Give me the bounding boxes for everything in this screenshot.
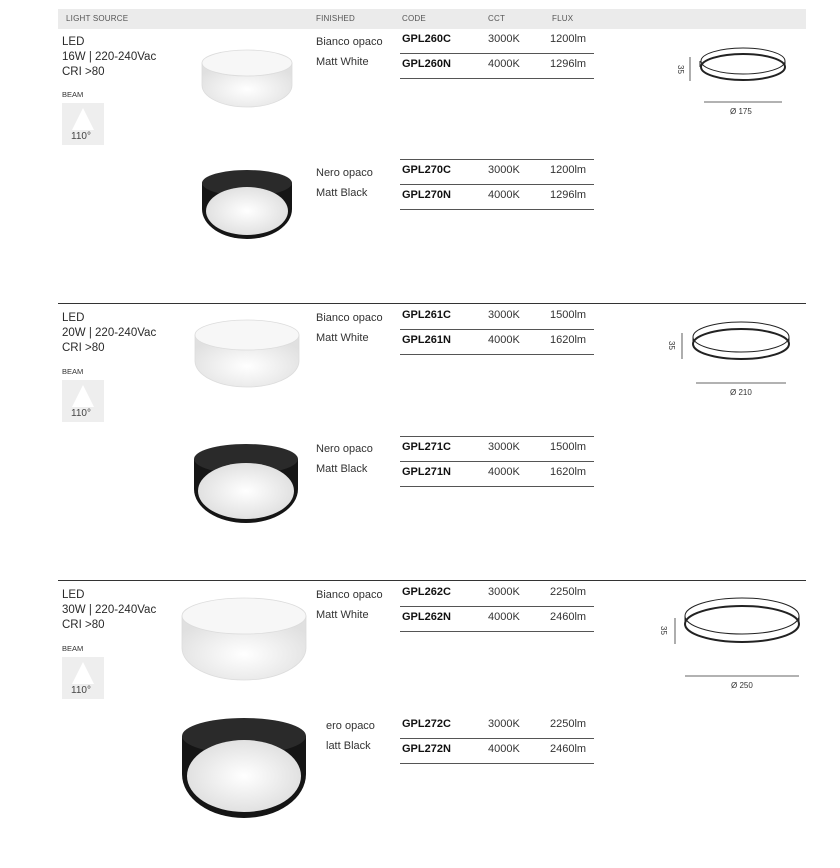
table-row xyxy=(400,185,594,210)
finish-white xyxy=(316,308,383,348)
finish-black-en: Matt Black xyxy=(316,187,368,199)
product-code: GPL261N xyxy=(402,334,451,346)
product-flux: 2460lm xyxy=(550,743,587,755)
finish-black-it: Nero opaco xyxy=(316,167,373,179)
finish-black-en: latt Black xyxy=(326,740,371,752)
product-code: GPL270N xyxy=(402,189,451,201)
finish-black xyxy=(326,716,375,756)
finish-black-it: Nero opaco xyxy=(316,443,373,455)
beam-label: BEAM xyxy=(62,367,84,376)
product-code: GPL272C xyxy=(402,718,451,730)
product-section xyxy=(0,588,840,868)
lamp-white-image xyxy=(189,315,305,399)
product-flux: 1296lm xyxy=(550,58,587,70)
product-cct: 4000K xyxy=(488,743,520,755)
light-source-info xyxy=(62,588,156,633)
product-cct: 4000K xyxy=(488,189,520,201)
product-code: GPL271C xyxy=(402,441,451,453)
product-cct: 3000K xyxy=(488,586,520,598)
product-code: GPL270C xyxy=(402,164,451,176)
dimension-diameter: Ø 175 xyxy=(730,107,752,116)
header-flux: FLUX xyxy=(552,14,574,23)
source-cri: CRI >80 xyxy=(62,619,105,631)
product-flux: 1620lm xyxy=(550,334,587,346)
header-finished: FINISHED xyxy=(316,14,355,23)
light-source-info xyxy=(62,311,156,356)
product-flux: 2250lm xyxy=(550,586,587,598)
product-section xyxy=(0,311,840,591)
lamp-white-image xyxy=(196,45,298,115)
finish-white-it: Bianco opaco xyxy=(316,36,383,48)
light-source-info xyxy=(62,35,156,80)
product-flux: 1200lm xyxy=(550,164,587,176)
table-row xyxy=(400,29,594,54)
finish-white-en: Matt White xyxy=(316,332,369,344)
lamp-black-image xyxy=(176,712,312,828)
product-flux: 1620lm xyxy=(550,466,587,478)
finish-white xyxy=(316,32,383,72)
finish-white xyxy=(316,585,383,625)
finish-white-en: Matt White xyxy=(316,56,369,68)
product-code: GPL261C xyxy=(402,309,451,321)
product-flux: 1500lm xyxy=(550,441,587,453)
product-cct: 3000K xyxy=(488,164,520,176)
table-row xyxy=(400,436,594,462)
table-row xyxy=(400,54,594,79)
source-power: 16W | 220-240Vac xyxy=(62,51,157,63)
finish-white-it: Bianco opaco xyxy=(316,589,383,601)
table-row xyxy=(400,739,594,764)
dimension-drawing xyxy=(655,594,805,694)
source-cri: CRI >80 xyxy=(62,66,105,78)
lamp-white-image xyxy=(176,592,312,696)
product-cct: 4000K xyxy=(488,466,520,478)
product-code: GPL262N xyxy=(402,611,451,623)
product-flux: 1500lm xyxy=(550,309,587,321)
source-power: 30W | 220-240Vac xyxy=(62,604,157,616)
beam-label: BEAM xyxy=(62,644,84,653)
product-code: GPL260C xyxy=(402,33,451,45)
table-row xyxy=(400,582,594,607)
source-cri: CRI >80 xyxy=(62,342,105,354)
product-flux: 1200lm xyxy=(550,33,587,45)
dimension-height: 35 xyxy=(666,341,676,350)
product-cct: 3000K xyxy=(488,718,520,730)
product-section xyxy=(0,35,840,315)
product-code: GPL262C xyxy=(402,586,451,598)
lamp-black-image xyxy=(188,439,304,531)
product-cct: 4000K xyxy=(488,334,520,346)
beam-angle-icon xyxy=(62,657,104,699)
table-row xyxy=(400,714,594,739)
product-cct: 4000K xyxy=(488,58,520,70)
table-header xyxy=(58,9,806,29)
beam-label: BEAM xyxy=(62,90,84,99)
beam-angle-icon xyxy=(62,380,104,422)
beam-angle-icon xyxy=(62,103,104,145)
product-code: GPL260N xyxy=(402,58,451,70)
source-type: LED xyxy=(62,312,85,324)
dimension-diameter: Ø 250 xyxy=(731,681,753,690)
header-light-source: LIGHT SOURCE xyxy=(66,14,129,23)
table-row xyxy=(400,305,594,330)
lamp-black-image xyxy=(196,165,298,247)
product-cct: 4000K xyxy=(488,611,520,623)
header-cct: CCT xyxy=(488,14,506,23)
product-flux: 2250lm xyxy=(550,718,587,730)
finish-black xyxy=(316,163,373,203)
header-code: CODE xyxy=(402,14,426,23)
beam-angle-value: 110° xyxy=(71,131,91,142)
table-row xyxy=(400,159,594,185)
table-row xyxy=(400,462,594,487)
dimension-drawing xyxy=(662,317,802,407)
source-type: LED xyxy=(62,36,85,48)
product-code: GPL272N xyxy=(402,743,451,755)
product-code: GPL271N xyxy=(402,466,451,478)
finish-black-it: ero opaco xyxy=(326,720,375,732)
product-cct: 3000K xyxy=(488,33,520,45)
table-row xyxy=(400,330,594,355)
finish-white-en: Matt White xyxy=(316,609,369,621)
finish-black-en: Matt Black xyxy=(316,463,368,475)
source-type: LED xyxy=(62,589,85,601)
dimension-height: 35 xyxy=(658,626,668,635)
source-power: 20W | 220-240Vac xyxy=(62,327,157,339)
beam-angle-value: 110° xyxy=(71,408,91,419)
table-row xyxy=(400,607,594,632)
finish-black xyxy=(316,439,373,479)
dimension-diameter: Ø 210 xyxy=(730,388,752,397)
dimension-height: 35 xyxy=(675,65,685,74)
product-flux: 1296lm xyxy=(550,189,587,201)
beam-angle-value: 110° xyxy=(71,685,91,696)
dimension-drawing xyxy=(672,45,802,125)
finish-white-it: Bianco opaco xyxy=(316,312,383,324)
product-cct: 3000K xyxy=(488,309,520,321)
product-cct: 3000K xyxy=(488,441,520,453)
product-flux: 2460lm xyxy=(550,611,587,623)
